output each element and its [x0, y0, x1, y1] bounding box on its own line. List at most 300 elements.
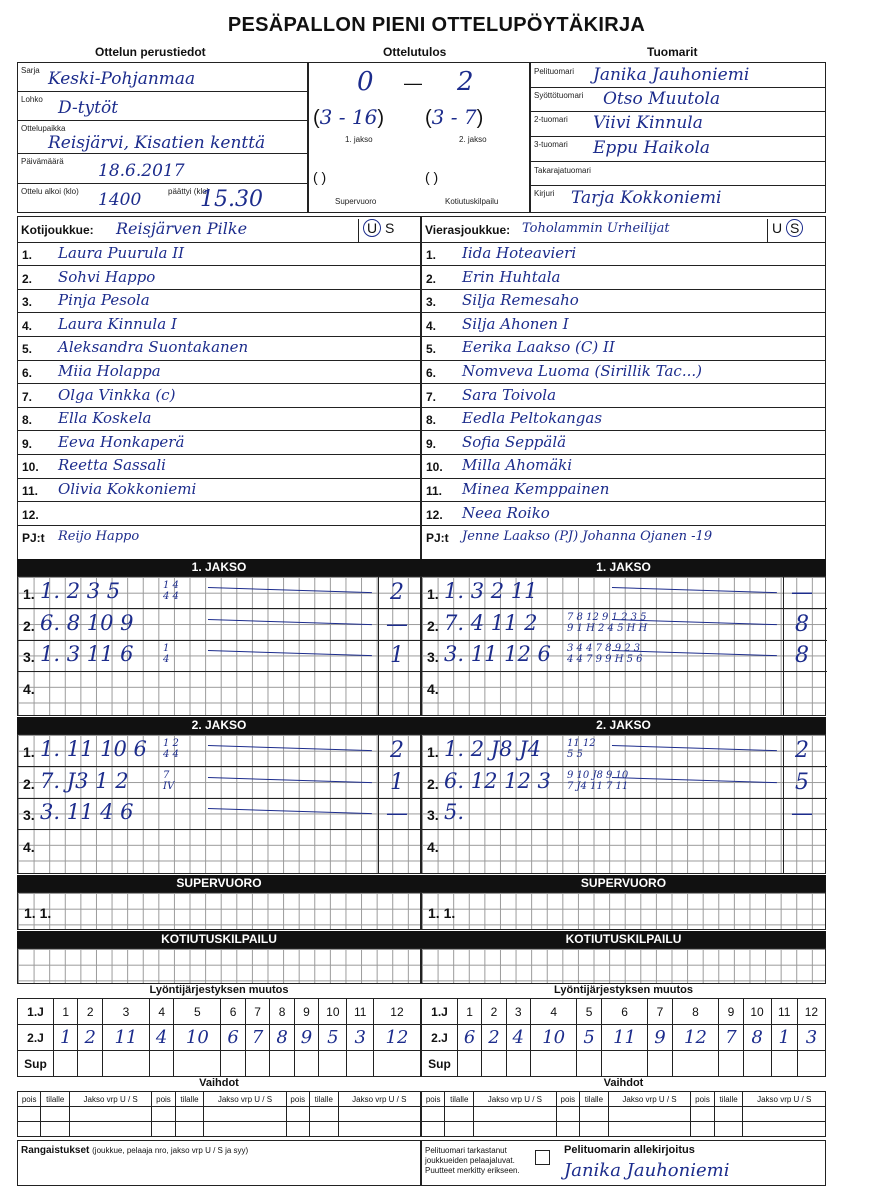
result-heading: Ottelutulos: [383, 45, 447, 59]
order-cell[interactable]: [319, 1051, 347, 1077]
vaihdot-cell[interactable]: [338, 1107, 420, 1122]
vaihdot-column-header: Jakso vrp U / S: [474, 1092, 557, 1107]
vaihdot-cell[interactable]: [580, 1122, 609, 1137]
vaihdot-cell[interactable]: [152, 1122, 175, 1137]
vaihdot-cell[interactable]: [309, 1107, 338, 1122]
vaihdot-cell[interactable]: [18, 1107, 41, 1122]
home-roster: [17, 216, 421, 560]
inning-runs[interactable]: 1: [390, 643, 404, 668]
batting-sequence[interactable]: 1. 3 2 11: [444, 579, 538, 603]
pj-label: PJ:t: [426, 531, 449, 546]
lohko-value[interactable]: D-tytöt: [58, 98, 119, 118]
inning-runs[interactable]: 2: [390, 738, 404, 763]
order-cell[interactable]: [530, 1051, 577, 1077]
order-cell[interactable]: 9: [294, 1025, 318, 1051]
vaihdot-cell[interactable]: [445, 1107, 474, 1122]
inning-number: 3.: [23, 807, 35, 823]
check-text: [425, 1146, 520, 1176]
home-p2-grid[interactable]: [17, 734, 421, 874]
order-cell[interactable]: [373, 1051, 420, 1077]
vaihdot-column-header: tilalle: [309, 1092, 338, 1107]
away-kotiutus-band: KOTIUTUSKILPAILU: [421, 931, 826, 948]
batting-sequence[interactable]: 1. 2 J8 J4: [444, 737, 541, 761]
order-cell[interactable]: 5: [577, 1025, 601, 1051]
away-kotiutus-grid[interactable]: [421, 948, 826, 984]
player-name[interactable]: Minea Kemppainen: [462, 480, 610, 498]
home-order-heading: Lyöntijärjestyksen muutos: [149, 984, 289, 996]
order-cell[interactable]: [54, 1051, 78, 1077]
check-line-1: Pelituomari tarkastanut: [425, 1146, 507, 1155]
order-cell[interactable]: 2: [482, 1025, 506, 1051]
home-p1-grid[interactable]: [17, 576, 421, 716]
vaihdot-cell[interactable]: [556, 1107, 579, 1122]
pj-value[interactable]: Jenne Laakso (PJ) Johanna Ojanen -19: [462, 529, 713, 545]
order-cell[interactable]: 10: [174, 1025, 221, 1051]
home-player-row: [18, 503, 420, 526]
vaihdot-cell[interactable]: [580, 1107, 609, 1122]
lohko-label: Lohko: [21, 95, 43, 104]
vaihdot-cell[interactable]: [691, 1107, 714, 1122]
order-cell[interactable]: 3: [347, 1025, 373, 1051]
vaihdot-column-header: Jakso vrp U / S: [608, 1092, 691, 1107]
inning-number: 4.: [427, 838, 439, 855]
player-name[interactable]: Laura Puurula II: [58, 244, 185, 262]
vaihdot-cell[interactable]: [175, 1122, 204, 1137]
order-cell[interactable]: 4: [506, 1025, 530, 1051]
inning-divider: [18, 829, 422, 830]
vaihdot-cell[interactable]: [70, 1107, 152, 1122]
away-order-table[interactable]: [421, 998, 826, 1077]
basic-info-box: [17, 62, 308, 213]
home-player-row: [18, 432, 420, 455]
vaihdot-cell[interactable]: [714, 1122, 743, 1137]
home-player-row: [18, 290, 420, 313]
player-name[interactable]: Reetta Sassali: [58, 456, 166, 475]
inning-number: 3.: [427, 807, 439, 823]
vaihdot-column-header: pois: [286, 1092, 309, 1107]
order-column-header: 12: [373, 999, 420, 1025]
run-details: 7 8 12 9 1 2 3 5 9 1 H 2 4 5 H H: [567, 611, 648, 634]
inning-runs[interactable]: 8: [795, 611, 809, 637]
player-number: 5.: [22, 342, 33, 357]
inning-number: 2.: [427, 775, 439, 792]
order-cell[interactable]: [221, 1051, 245, 1077]
vaihdot-cell[interactable]: [286, 1122, 309, 1137]
check-line-3: Puutteet merkitty erikseen.: [425, 1166, 520, 1175]
vaihdot-cell[interactable]: [422, 1107, 445, 1122]
home-player-row: [18, 408, 420, 431]
player-number: 10.: [22, 460, 39, 475]
order-column-header: 8: [270, 999, 294, 1025]
inning-runs[interactable]: 8: [795, 643, 809, 668]
player-name[interactable]: Olivia Kokkoniemi: [58, 480, 197, 498]
vaihdot-column-header: tilalle: [714, 1092, 743, 1107]
vaihdot-cell[interactable]: [691, 1122, 714, 1137]
p1-score[interactable]: 3 - 16: [319, 105, 378, 129]
home-score[interactable]: 0: [357, 67, 374, 97]
syotto-value[interactable]: Otso Muutola: [603, 89, 721, 109]
vaihdot-cell[interactable]: [152, 1107, 175, 1122]
inning-divider: [422, 640, 827, 641]
home-super-grid[interactable]: [17, 892, 421, 930]
player-number: 1.: [22, 248, 33, 262]
pen-stroke: [208, 650, 372, 656]
player-name[interactable]: Sohvi Happo: [58, 267, 156, 286]
order-column-header: 7: [245, 999, 269, 1025]
home-vaihdot-table[interactable]: [17, 1091, 421, 1137]
penalties-box[interactable]: [17, 1140, 421, 1186]
inning-runs[interactable]: 2: [795, 738, 809, 763]
away-order-heading: Lyöntijärjestyksen muutos: [554, 984, 693, 996]
player-number: 3.: [426, 295, 437, 310]
home-player-row: [18, 267, 420, 290]
inning-runs[interactable]: 1: [390, 769, 404, 795]
player-number: 7.: [22, 389, 33, 404]
paikka-value[interactable]: Reisjärvi, Kisatien kenttä: [48, 133, 266, 153]
player-number: 6.: [22, 366, 33, 380]
away-player-row: [422, 385, 825, 408]
p2-score-wrap: (3 - 7): [425, 105, 484, 129]
t2-label: 2-tuomari: [534, 115, 568, 124]
batting-sequence[interactable]: 6. 8 10 9: [40, 610, 134, 635]
home-us-selector[interactable]: [358, 219, 394, 243]
t3-label: 3-tuomari: [534, 140, 568, 149]
vaihdot-cell[interactable]: [286, 1107, 309, 1122]
start-value[interactable]: 1400: [98, 190, 142, 210]
away-player-row: [422, 267, 825, 290]
order-cell[interactable]: 7: [245, 1025, 269, 1051]
inning-runs[interactable]: —: [386, 801, 408, 826]
away-player-row: [422, 503, 825, 526]
kirjuri-label: Kirjuri: [534, 189, 555, 198]
start-label: Ottelu alkoi (klo): [21, 187, 79, 196]
inning-runs[interactable]: —: [791, 801, 813, 826]
signature-value[interactable]: Janika Jauhoniemi: [564, 1160, 730, 1181]
order-cell[interactable]: [743, 1051, 771, 1077]
p2-label: 2. jakso: [459, 135, 487, 144]
home-p2-band: 2. JAKSO: [17, 717, 421, 734]
order-column-header: 10: [319, 999, 347, 1025]
player-number: 5.: [426, 342, 437, 357]
form-title: PESÄPALLON PIENI OTTELUPÖYTÄKIRJA: [227, 14, 646, 36]
inning-runs[interactable]: 5: [795, 769, 809, 795]
signature-label: Pelituomarin allekirjoitus: [564, 1144, 695, 1156]
vaihdot-cell[interactable]: [204, 1122, 286, 1137]
run-details: 11 12 5 5: [567, 738, 596, 760]
player-name[interactable]: Erin Huhtala: [462, 267, 561, 286]
order-cell[interactable]: [506, 1051, 530, 1077]
inning-divider: [422, 608, 827, 609]
run-details: 1 4 4 4: [163, 580, 179, 602]
penalties-note: (joukkue, pelaaja nro, jakso vrp U / S ja syy): [92, 1146, 249, 1155]
inning-divider: [18, 608, 422, 609]
inning-number: 4.: [23, 838, 35, 855]
player-number: 7.: [426, 389, 437, 404]
order-cell[interactable]: [102, 1051, 149, 1077]
order-column-header: 4: [149, 999, 173, 1025]
vaihdot-cell[interactable]: [474, 1107, 557, 1122]
inning-runs[interactable]: 2: [390, 580, 404, 605]
away-player-row: [422, 432, 825, 455]
runs-column-divider: [378, 577, 379, 715]
order-cell[interactable]: 6: [221, 1025, 245, 1051]
order-cell[interactable]: [270, 1051, 294, 1077]
syotto-label: Syöttötuomari: [534, 91, 584, 100]
pj-value[interactable]: Reijo Happo: [58, 529, 140, 545]
inning-number: 3.: [427, 649, 439, 665]
order-column-header: 9: [294, 999, 318, 1025]
order-column-header: 5: [174, 999, 221, 1025]
batting-sequence[interactable]: 1. 11 10 6: [40, 737, 147, 761]
inning-runs[interactable]: —: [791, 580, 813, 605]
player-name[interactable]: Silja Remesaho: [462, 291, 579, 310]
run-details: 1 4: [163, 643, 170, 665]
vaihdot-cell[interactable]: [474, 1122, 557, 1137]
order-cell[interactable]: [672, 1051, 719, 1077]
p2-score[interactable]: 3 - 7: [431, 105, 477, 129]
player-name[interactable]: Eeva Honkaperä: [58, 432, 185, 451]
order-cell[interactable]: 6: [458, 1025, 482, 1051]
order-cell[interactable]: [149, 1051, 173, 1077]
order-cell[interactable]: 8: [270, 1025, 294, 1051]
vaihdot-column-header: pois: [152, 1092, 175, 1107]
t2-value[interactable]: Viivi Kinnula: [593, 113, 703, 133]
home-s: S: [385, 220, 395, 236]
inning-number: 1.: [23, 586, 35, 602]
batting-sequence[interactable]: 1. 3 11 6: [40, 642, 134, 666]
player-name[interactable]: Ella Koskela: [58, 409, 152, 428]
check-line-2: joukkueiden pelaajaluvat.: [425, 1156, 515, 1165]
pen-stroke: [208, 745, 372, 751]
order-cell[interactable]: [719, 1051, 743, 1077]
batting-sequence[interactable]: 1. 2 3 5: [40, 579, 121, 603]
peli-value[interactable]: Janika Jauhoniemi: [593, 65, 750, 85]
penalties-wrap: [21, 1145, 248, 1156]
order-row-label: Sup: [422, 1051, 458, 1077]
player-name[interactable]: Iida Hoteavieri: [462, 244, 577, 262]
vaihdot-cell[interactable]: [743, 1107, 826, 1122]
signature-box: [421, 1140, 826, 1186]
run-details: 1 2 4 4: [163, 738, 179, 760]
home-super-band: SUPERVUORO: [17, 875, 421, 892]
order-cell[interactable]: [294, 1051, 318, 1077]
player-name[interactable]: Laura Kinnula I: [58, 314, 177, 333]
pen-stroke: [612, 745, 777, 751]
away-p1-grid[interactable]: [421, 576, 826, 716]
player-number: 11.: [22, 484, 39, 498]
order-cell[interactable]: [347, 1051, 373, 1077]
order-cell[interactable]: [648, 1051, 672, 1077]
result-box: [308, 62, 530, 213]
inning-divider: [18, 671, 422, 672]
check-checkbox[interactable]: [535, 1150, 550, 1165]
home-team-name[interactable]: Reisjärven Pilke: [116, 219, 248, 238]
player-name[interactable]: Miia Holappa: [58, 362, 161, 380]
home-pj-row: [18, 526, 420, 549]
order-cell[interactable]: [482, 1051, 506, 1077]
order-cell[interactable]: 10: [530, 1025, 577, 1051]
vaihdot-cell[interactable]: [608, 1107, 691, 1122]
home-kotiutus-band: KOTIUTUSKILPAILU: [17, 931, 421, 948]
batting-sequence[interactable]: 7. J3 1 2: [40, 768, 129, 793]
away-player-row: [422, 455, 825, 478]
order-cell[interactable]: [78, 1051, 102, 1077]
player-name[interactable]: Nomveva Luoma (Sirillik Tac...): [462, 362, 702, 380]
pen-stroke: [208, 619, 372, 625]
end-label: päättyi (klo): [168, 187, 210, 196]
inning-number: 2.: [427, 617, 439, 634]
player-name[interactable]: Eedla Peltokangas: [462, 409, 603, 428]
run-details: 7 IV: [163, 769, 175, 792]
referees-heading: Tuomarit: [647, 45, 698, 59]
inning-runs[interactable]: —: [386, 611, 408, 637]
vaihdot-cell[interactable]: [70, 1122, 152, 1137]
order-row-label: 1.J: [422, 999, 458, 1025]
order-cell[interactable]: 4: [149, 1025, 173, 1051]
order-cell[interactable]: 11: [601, 1025, 648, 1051]
p1-label: 1. jakso: [345, 135, 373, 144]
super-score[interactable]: ( ): [313, 169, 327, 185]
batting-sequence[interactable]: 5.: [444, 800, 465, 824]
batting-sequence[interactable]: 3. 11 12 6: [444, 642, 551, 666]
player-name[interactable]: Neea Roiko: [462, 503, 550, 522]
order-cell[interactable]: 1: [771, 1025, 797, 1051]
date-value[interactable]: 18.6.2017: [98, 161, 185, 181]
inning-number: 2.: [23, 617, 35, 634]
score-dash: —: [404, 73, 422, 93]
order-cell[interactable]: [797, 1051, 825, 1077]
away-s-circled: S: [786, 219, 803, 237]
inning-divider: [422, 671, 827, 672]
runs-column-divider: [378, 735, 379, 873]
vaihdot-cell[interactable]: [41, 1122, 70, 1137]
order-cell[interactable]: 9: [648, 1025, 672, 1051]
home-player-row: [18, 337, 420, 360]
vaihdot-cell[interactable]: [556, 1122, 579, 1137]
player-name[interactable]: Silja Ahonen I: [462, 314, 569, 333]
away-player-row: [422, 361, 825, 384]
away-score[interactable]: 2: [457, 67, 474, 97]
away-team-name[interactable]: Toholammin Urheilijat: [522, 221, 670, 236]
runs-column-divider: [783, 577, 784, 715]
away-super-grid[interactable]: [421, 892, 826, 930]
vaihdot-column-header: tilalle: [445, 1092, 474, 1107]
order-cell[interactable]: 5: [319, 1025, 347, 1051]
order-cell[interactable]: [174, 1051, 221, 1077]
player-name[interactable]: Aleksandra Suontakanen: [58, 338, 249, 357]
paikka-label: Ottelupaikka: [21, 124, 66, 133]
away-vaihdot-heading: Vaihdot: [603, 1077, 644, 1089]
order-cell[interactable]: 12: [672, 1025, 719, 1051]
order-column-header: 12: [797, 999, 825, 1025]
vaihdot-cell[interactable]: [175, 1107, 204, 1122]
player-name[interactable]: Pinja Pesola: [58, 291, 150, 310]
player-number: 9.: [22, 436, 33, 451]
inning-number: 2.: [23, 775, 35, 792]
order-cell[interactable]: 8: [743, 1025, 771, 1051]
inning-divider: [422, 798, 827, 799]
run-details: 9 10 J8 9 10 7 J4 11 7 11: [567, 769, 629, 792]
vaihdot-cell[interactable]: [338, 1122, 420, 1137]
order-row-label: 2.J: [422, 1025, 458, 1051]
pj-label: PJ:t: [22, 531, 45, 546]
player-number: 10.: [426, 460, 443, 475]
vaihdot-column-header: Jakso vrp U / S: [70, 1092, 152, 1107]
vaihdot-cell[interactable]: [422, 1122, 445, 1137]
vaihdot-cell[interactable]: [41, 1107, 70, 1122]
player-number: 8.: [426, 413, 437, 428]
order-cell[interactable]: [245, 1051, 269, 1077]
player-number: 11.: [426, 484, 443, 498]
referees-box: [530, 62, 826, 213]
order-column-header: 3: [506, 999, 530, 1025]
order-cell[interactable]: 12: [373, 1025, 420, 1051]
inning-divider: [422, 829, 827, 830]
away-super-band: SUPERVUORO: [421, 875, 826, 892]
vaihdot-cell[interactable]: [309, 1122, 338, 1137]
vaihdot-cell[interactable]: [204, 1107, 286, 1122]
batting-sequence[interactable]: 6. 12 12 3: [444, 768, 551, 793]
player-number: 8.: [22, 413, 33, 428]
player-name[interactable]: Olga Vinkka (c): [58, 385, 176, 404]
player-name[interactable]: Milla Ahomäki: [462, 456, 573, 475]
order-cell[interactable]: 7: [719, 1025, 743, 1051]
vaihdot-column-header: pois: [556, 1092, 579, 1107]
order-cell[interactable]: 11: [102, 1025, 149, 1051]
inning-number: 1.: [427, 744, 439, 760]
order-cell[interactable]: 2: [78, 1025, 102, 1051]
kirjuri-value[interactable]: Tarja Kokkoniemi: [571, 188, 722, 208]
away-us-selector[interactable]: [767, 219, 803, 243]
player-name[interactable]: Sara Toivola: [462, 385, 557, 404]
player-name[interactable]: Sofia Seppälä: [462, 432, 567, 451]
order-column-header: 9: [719, 999, 743, 1025]
vaihdot-cell[interactable]: [714, 1107, 743, 1122]
order-cell[interactable]: [458, 1051, 482, 1077]
order-cell[interactable]: 1: [54, 1025, 78, 1051]
penalties-label: Rangaistukset: [21, 1145, 90, 1156]
super-label: Supervuoro: [335, 197, 377, 206]
home-super-row: 1. 1.: [24, 905, 52, 921]
order-row-label: 2.J: [18, 1025, 54, 1051]
player-number: 2.: [22, 271, 33, 286]
away-vaihdot-table[interactable]: [421, 1091, 826, 1137]
vaihdot-cell[interactable]: [743, 1122, 826, 1137]
vaihdot-cell[interactable]: [18, 1122, 41, 1137]
player-name[interactable]: Eerika Laakso (C) II: [462, 338, 615, 357]
order-cell[interactable]: [771, 1051, 797, 1077]
vaihdot-column-header: Jakso vrp U / S: [338, 1092, 420, 1107]
vaihdot-cell[interactable]: [608, 1122, 691, 1137]
end-value[interactable]: 15.30: [200, 187, 263, 212]
taka-label: Takarajatuomari: [534, 166, 591, 175]
home-order-table[interactable]: [17, 998, 421, 1077]
order-row-label: 1.J: [18, 999, 54, 1025]
batting-sequence[interactable]: 7. 4 11 2: [444, 610, 538, 635]
order-column-header: 10: [743, 999, 771, 1025]
order-cell[interactable]: 3: [797, 1025, 825, 1051]
vaihdot-cell[interactable]: [445, 1122, 474, 1137]
t3-value[interactable]: Eppu Haikola: [593, 138, 711, 158]
sarja-value[interactable]: Keski-Pohjanmaa: [48, 69, 196, 89]
order-cell[interactable]: [601, 1051, 648, 1077]
order-cell[interactable]: [577, 1051, 601, 1077]
batting-sequence[interactable]: 3. 11 4 6: [40, 800, 134, 824]
kotiutus-score[interactable]: ( ): [425, 169, 439, 185]
sarja-label: Sarja: [21, 66, 40, 75]
away-p2-grid[interactable]: [421, 734, 826, 874]
home-kotiutus-grid[interactable]: [17, 948, 421, 984]
